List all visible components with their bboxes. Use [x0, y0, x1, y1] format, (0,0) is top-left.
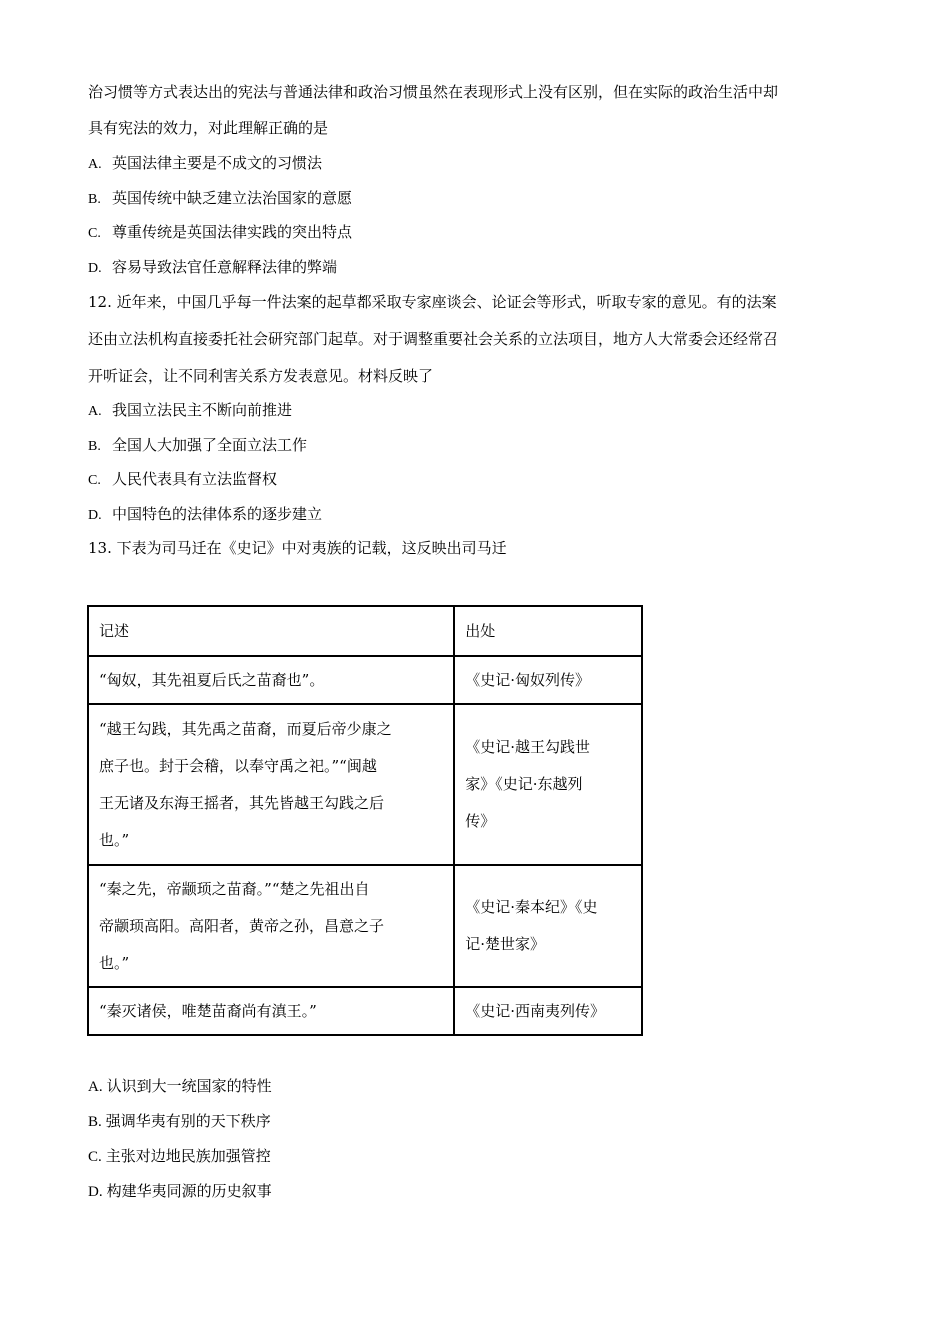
- source-line: 《史记·越王勾践世: [465, 738, 591, 756]
- option-text: 英国传统中缺乏建立法治国家的意愿: [112, 189, 353, 207]
- q13-option-a[interactable]: [88, 1076, 272, 1097]
- q11-option-c[interactable]: [88, 222, 352, 244]
- records-table: [87, 605, 643, 1036]
- record-line: “匈奴，其先祖夏后氏之苗裔也”。: [99, 670, 325, 689]
- source-line: 《史记·秦本纪》《史: [465, 898, 598, 916]
- record-cell: [88, 987, 454, 1035]
- q11-option-d[interactable]: [88, 257, 337, 279]
- source-cell: [454, 656, 642, 704]
- source-line: 传》: [465, 812, 496, 830]
- q13-option-c[interactable]: [88, 1146, 271, 1167]
- option-text: 主张对边地民族加强管控: [105, 1147, 271, 1165]
- source-line: 《史记·西南夷列传》: [465, 1001, 606, 1020]
- source-line: 记·楚世家》: [465, 935, 546, 953]
- q12-option-d[interactable]: [88, 504, 322, 526]
- record-line: 也。”: [99, 953, 130, 972]
- option-label: A.: [88, 404, 102, 419]
- record-line: “越王勾践，其先禹之苗裔，而夏后帝少康之: [99, 719, 392, 738]
- record-line: 庶子也。封于会稽，以奉守禹之祀。”“闽越: [99, 756, 377, 775]
- option-label: B.: [88, 439, 101, 454]
- option-label: C.: [88, 226, 101, 241]
- source-cell: [454, 704, 642, 865]
- option-text: 中国特色的法律体系的逐步建立: [112, 505, 323, 523]
- record-cell: [88, 704, 454, 865]
- q11-stem-line-1: 治习惯等方式表达出的宪法与普通法律和政治习惯虽然在表现形式上没有区别，但在实际的政治生活中却: [88, 83, 779, 101]
- table-header-row: [88, 606, 642, 656]
- q13-stem: 13. 下表为司马迁在《史记》中对夷族的记载，这反映出司马迁: [88, 539, 507, 557]
- option-text: 容易导致法官任意解释法律的弊端: [112, 258, 338, 276]
- source-cell: [454, 865, 642, 987]
- q12-stem-line-3: 开听证会，让不同利害关系方发表意见。材料反映了: [88, 367, 434, 385]
- table-row: [88, 704, 642, 865]
- table-row: [88, 656, 642, 704]
- table-row: [88, 865, 642, 987]
- record-cell: [88, 656, 454, 704]
- record-cell: [88, 865, 454, 987]
- record-line: “秦灭诸侯，唯楚苗裔尚有滇王。”: [99, 1001, 317, 1020]
- option-text: 全国人大加强了全面立法工作: [112, 436, 308, 454]
- source-line: 《史记·匈奴列传》: [465, 670, 591, 689]
- option-label: C.: [88, 1149, 102, 1165]
- option-label: D.: [88, 261, 102, 276]
- option-label: C.: [88, 473, 101, 488]
- option-label: B.: [88, 192, 101, 207]
- option-label: A.: [88, 157, 102, 172]
- option-label: A.: [88, 1079, 103, 1095]
- source-line: 家》《史记·东越列: [465, 775, 583, 793]
- record-line: 也。”: [99, 830, 130, 849]
- q11-stem-line-2: 具有宪法的效力，对此理解正确的是: [88, 119, 329, 137]
- option-text: 构建华夷同源的历史叙事: [106, 1182, 272, 1200]
- header-record: 记述: [88, 606, 454, 656]
- q12-option-b[interactable]: [88, 435, 307, 457]
- q12-option-c[interactable]: [88, 469, 277, 491]
- option-label: D.: [88, 508, 102, 523]
- source-cell: [454, 987, 642, 1035]
- q12-option-a[interactable]: [88, 400, 292, 422]
- option-text: 尊重传统是英国法律实践的突出特点: [112, 223, 353, 241]
- option-text: 英国法律主要是不成文的习惯法: [112, 154, 323, 172]
- option-text: 强调华夷有别的天下秩序: [105, 1112, 271, 1130]
- option-text: 认识到大一统国家的特性: [106, 1077, 272, 1095]
- q12-stem-line-1: 12. 近年来，中国几乎每一件法案的起草都采取专家座谈会、论证会等形式，听取专家的意见。有的法案: [88, 293, 777, 311]
- record-line: 帝颛顼高阳。高阳者，黄帝之孙，昌意之子: [99, 916, 385, 935]
- option-text: 我国立法民主不断向前推进: [112, 401, 293, 419]
- header-source: 出处: [454, 606, 642, 656]
- q11-option-b[interactable]: [88, 188, 352, 210]
- q13-option-b[interactable]: [88, 1111, 271, 1132]
- q13-option-d[interactable]: [88, 1181, 272, 1202]
- option-label: B.: [88, 1114, 102, 1130]
- table-row: [88, 987, 642, 1035]
- q12-stem-line-2: 还由立法机构直接委托社会研究部门起草。对于调整重要社会关系的立法项目，地方人大常委会还经常召: [88, 330, 779, 348]
- record-line: “秦之先，帝颛顼之苗裔。”“楚之先祖出自: [99, 879, 370, 898]
- option-label: D.: [88, 1184, 103, 1200]
- option-text: 人民代表具有立法监督权: [112, 470, 278, 488]
- q11-option-a[interactable]: [88, 153, 322, 175]
- record-line: 王无诸及东海王摇者，其先皆越王勾践之后: [99, 793, 385, 812]
